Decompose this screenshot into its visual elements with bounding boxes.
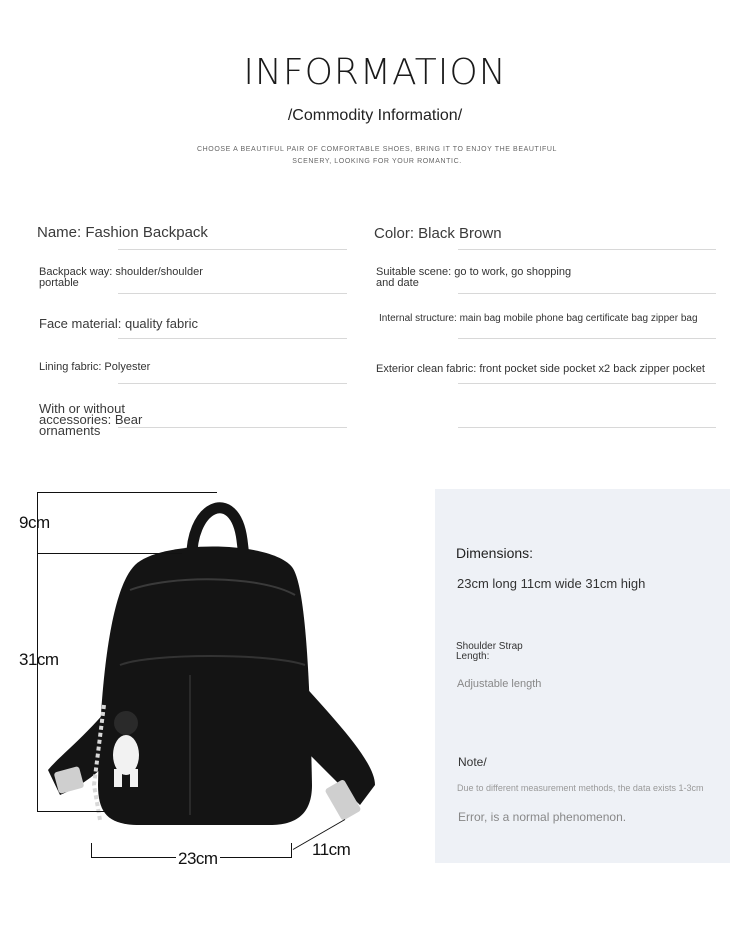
info-accessories: With or without accessories: Bear ornaments bbox=[39, 401, 143, 438]
panel-dim-value: 23cm long 11cm wide 31cm high bbox=[457, 576, 646, 591]
panel-note-title: Note/ bbox=[458, 755, 487, 769]
info-exterior: Exterior clean fabric: front pocket side pocket x2 back zipper pocket bbox=[376, 363, 705, 375]
dim-label-9cm: 9cm bbox=[19, 513, 50, 532]
info-color: Color: Black Brown bbox=[374, 225, 502, 242]
divider bbox=[458, 338, 716, 339]
dim-tick-right bbox=[291, 843, 292, 858]
info-backpack-way: Backpack way: shoulder/shoulder portable bbox=[39, 266, 203, 289]
divider bbox=[458, 383, 716, 384]
info-name: Name: Fashion Backpack bbox=[37, 224, 208, 241]
panel-note-value: Error, is a normal phenomenon. bbox=[458, 810, 627, 824]
dim-line-bottom bbox=[37, 811, 107, 812]
dimensions-panel bbox=[435, 489, 730, 863]
divider bbox=[458, 427, 716, 428]
info-suitable-scene: Suitable scene: go to work, go shopping and date bbox=[376, 266, 572, 289]
divider bbox=[118, 427, 347, 428]
dim-line-top bbox=[37, 492, 217, 493]
panel-dim-title: Dimensions: bbox=[456, 545, 534, 561]
panel-strap-value: Adjustable length bbox=[457, 678, 542, 690]
divider bbox=[458, 249, 716, 250]
divider bbox=[118, 383, 347, 384]
tagline bbox=[195, 144, 559, 168]
divider bbox=[118, 249, 347, 250]
panel-strap-title: Shoulder Strap Length: bbox=[456, 641, 523, 662]
divider bbox=[118, 293, 347, 294]
page-title: INFORMATION bbox=[243, 52, 507, 93]
info-lining: Lining fabric: Polyester bbox=[39, 361, 151, 373]
dim-label-11cm: 11cm bbox=[312, 840, 351, 859]
dim-tick-left bbox=[91, 843, 92, 858]
dim-line-mid bbox=[37, 553, 182, 554]
info-face: Face material: quality fabric bbox=[39, 316, 198, 331]
panel-note-small: Due to different measurement methods, the data exists 1-3cm bbox=[457, 783, 704, 793]
backpack-image bbox=[30, 485, 390, 845]
dim-label-31cm: 31cm bbox=[19, 650, 59, 669]
tagline-line-1: CHOOSE A BEAUTIFUL PAIR OF COMFORTABLE SHOES, BRING IT TO ENJOY THE BEAUTIFUL bbox=[197, 146, 557, 153]
divider bbox=[458, 293, 716, 294]
dim-label-23cm: 23cm bbox=[178, 849, 218, 868]
divider bbox=[118, 338, 347, 339]
info-internal-structure: Internal structure: main bag mobile phone bag certificate bag zipper bag bbox=[379, 313, 698, 324]
tagline-line-2: SCENERY, LOOKING FOR YOUR ROMANTIC. bbox=[292, 158, 462, 165]
page-subtitle: /Commodity Information/ bbox=[287, 107, 463, 124]
